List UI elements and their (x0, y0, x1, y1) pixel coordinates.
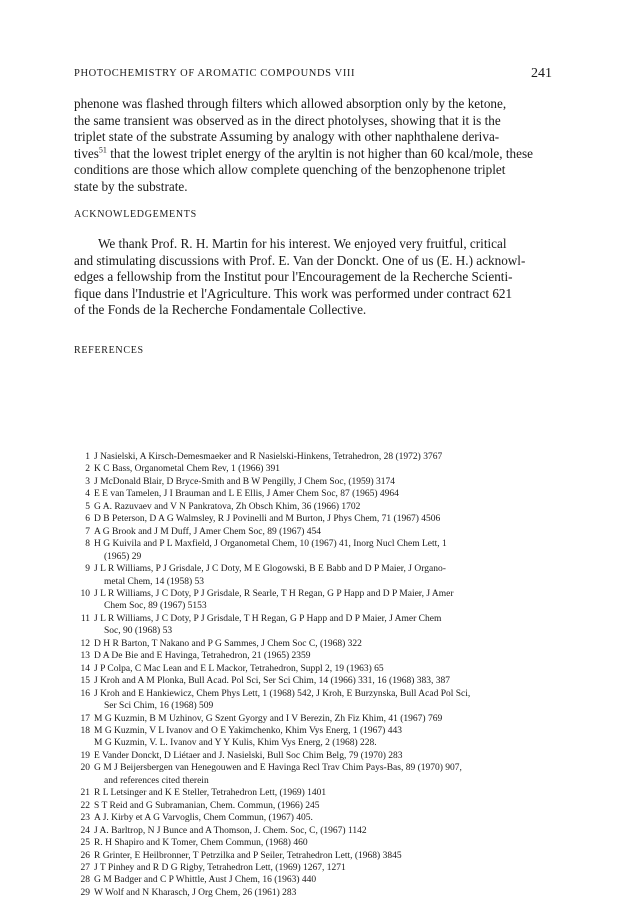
reference-text: E Vander Donckt, D Liétaer and J. Nasielski, Bull Soc Chim Belg, 79 (1970) 283 (94, 750, 403, 761)
reference-text: E E van Tamelen, J I Brauman and L E Ellis, J Amer Chem Soc, 87 (1965) 4964 (94, 489, 399, 500)
reference-item (74, 862, 558, 874)
reference-body (94, 488, 399, 500)
reference-text: M G Kuzmin, B M Uzhinov, G Szent Gyorgy and I V Berezin, Zh Fiz Khim, 41 (1967) 769 (94, 713, 443, 724)
reference-item (74, 563, 558, 588)
reference-text: R. H Shapiro and K Tomer, Chem Commun, (1968) 460 (94, 838, 308, 849)
reference-text: M G Kuzmin, V L Ivanov and O E Yakimchenko, Khim Vys Energ, 1 (1967) 443 (94, 725, 402, 736)
reference-item (74, 725, 558, 750)
reference-number: 12 (80, 638, 90, 649)
reference-text: S T Reid and G Subramanian, Chem. Commun, (1966) 245 (94, 800, 320, 811)
reference-body (94, 713, 442, 725)
reference-text: J L R Williams, P J Grisdale, J C Doty, M E Glogowski, B E Babb and D P Maier, J Organo- (94, 564, 446, 575)
text-line: fique dans l'Industrie et l'Agriculture. This work was performed under contract 621 (74, 285, 513, 301)
reference-body (94, 800, 320, 812)
reference-item (74, 488, 558, 500)
reference-continuation: (1965) 29 (104, 551, 142, 562)
text-fragment: that the lowest triplet energy of the aryltin is not higher than 60 kcal/mole, these (106, 145, 533, 161)
running-title: PHOTOCHEMISTRY OF AROMATIC COMPOUNDS VIII (74, 68, 356, 79)
reference-body (94, 638, 362, 650)
reference-number: 13 (80, 651, 90, 662)
reference-text: A G Brook and J M Duff, J Amer Chem Soc, 89 (1967) 454 (94, 526, 322, 537)
reference-number: 4 (85, 489, 90, 500)
reference-number: 27 (80, 862, 90, 873)
reference-text: J P Colpa, C Mac Lean and E L Mackor, Tetrahedron, Suppl 2, 19 (1963) 65 (94, 663, 384, 674)
reference-text: K C Bass, Organometal Chem Rev, 1 (1966) 391 (94, 464, 281, 475)
reference-body (94, 812, 313, 824)
reference-number: 11 (80, 613, 90, 624)
reference-text: J Kroh and E Hankiewicz, Chem Phys Lett, 1 (1968) 542, J Kroh, E Burzynska, Bull Acad Pol Sci, (94, 688, 471, 699)
text-line: phenone was flashed through filters which allowed absorption only by the ketone, (74, 96, 507, 111)
reference-body (94, 887, 296, 899)
reference-body (94, 725, 402, 750)
reference-body (94, 501, 360, 513)
reference-number: 15 (80, 676, 90, 687)
reference-number: 29 (80, 887, 90, 898)
reference-number: 8 (85, 539, 90, 550)
text-line (74, 146, 554, 163)
reference-item (74, 713, 558, 725)
reference-number: 14 (80, 663, 90, 674)
reference-item (74, 825, 558, 837)
reference-body (94, 650, 311, 662)
reference-body (94, 862, 346, 874)
reference-body (94, 675, 450, 687)
reference-text: J L R Williams, J C Doty, P J Grisdale, R Searle, T H Regan, G P Happ and D P Maier, J Amer (94, 588, 454, 599)
reference-text: W Wolf and N Kharasch, J Org Chem, 26 (1961) 283 (94, 887, 297, 898)
reference-text: J Kroh and A M Plonka, Bull Acad. Pol Sci, Ser Sci Chim, 14 (1966) 331, 16 (1968) 383, 387 (94, 676, 450, 687)
reference-text: G M J Beijersbergen van Henegouwen and E Havinga Recl Trav Chim Pays-Bas, 89 (1970) 907, (94, 763, 462, 774)
reference-number: 16 (80, 688, 90, 699)
reference-number: 23 (80, 813, 90, 824)
running-header (74, 68, 552, 79)
reference-superscript: 51 (98, 145, 107, 155)
reference-item (74, 526, 558, 538)
text-line: edges a fellowship from the Institut pour l'Encouragement de la Recherche Scienti- (74, 269, 513, 285)
reference-continuation: Soc, 90 (1968) 53 (104, 626, 173, 637)
reference-item (74, 787, 558, 799)
reference-text: J L R Williams, J C Doty, P J Grisdale, T H Regan, G P Happ and D P Maier, J Amer Chem (94, 613, 442, 624)
text-line: and stimulating discussions with Prof. E. Van der Donckt. One of us (E. H.) acknowl- (74, 252, 526, 268)
reference-item (74, 887, 558, 899)
reference-body (94, 538, 447, 563)
reference-item (74, 501, 558, 513)
reference-item (74, 513, 558, 525)
reference-continuation: Ser Sci Chim, 16 (1968) 509 (104, 701, 214, 712)
references-list (74, 451, 558, 899)
reference-text: R Grinter, E Heilbronner, T Petrzilka and P Seiler, Tetrahedron Lett, (1968) 3845 (94, 850, 402, 861)
reference-body (94, 663, 384, 675)
text-line: state by the substrate. (74, 178, 188, 194)
reference-body (94, 563, 446, 588)
reference-number: 26 (80, 850, 90, 861)
reference-text: D H R Barton, T Nakano and P G Sammes, J Chem Soc C, (1968) 322 (94, 638, 362, 649)
reference-item (74, 874, 558, 886)
reference-number: 18 (80, 725, 90, 736)
reference-number: 10 (80, 588, 90, 599)
reference-item (74, 613, 558, 638)
reference-continuation: Chem Soc, 89 (1967) 5153 (104, 601, 207, 612)
acknowledgements-heading: ACKNOWLEDGEMENTS (74, 209, 197, 220)
text-line: triplet state of the substrate Assuming by analogy with other naphthalene deriva- (74, 129, 500, 145)
reference-number: 5 (85, 501, 90, 512)
reference-continuation: and references cited therein (104, 775, 209, 786)
reference-number: 9 (85, 564, 90, 575)
reference-number: 1 (85, 452, 90, 462)
reference-item (74, 837, 558, 849)
reference-item (74, 538, 558, 563)
reference-text: D B Peterson, D A G Walmsley, R J Povinelli and M Burton, J Phys Chem, 71 (1967) 4506 (94, 514, 441, 525)
reference-number: 24 (80, 825, 90, 836)
reference-number: 21 (80, 788, 90, 799)
text-line: conditions are those which allow complete quenching of the benzophenone triplet (74, 162, 506, 178)
reference-body (94, 688, 470, 713)
text-line: We thank Prof. R. H. Martin for his interest. We enjoyed very fruitful, critical (98, 236, 507, 251)
reference-number: 2 (85, 464, 90, 475)
acknowledgements-paragraph (74, 236, 554, 319)
reference-number: 3 (85, 476, 90, 487)
reference-text: J A. Barltrop, N J Bunce and A Thomson, J. Chem. Soc, C, (1967) 1142 (94, 825, 367, 836)
reference-text: J McDonald Blair, D Bryce-Smith and B W Pengilly, J Chem Soc, (1959) 3174 (94, 476, 396, 487)
reference-number: 7 (85, 526, 90, 537)
reference-continuation: metal Chem, 14 (1958) 53 (104, 576, 204, 587)
reference-number: 6 (85, 514, 90, 525)
reference-item (74, 663, 558, 675)
reference-text: D A De Bie and E Havinga, Tetrahedron, 21 (1965) 2359 (94, 651, 311, 662)
reference-item (74, 800, 558, 812)
reference-body (94, 476, 395, 488)
reference-item (74, 638, 558, 650)
reference-number: 25 (80, 838, 90, 849)
reference-body (94, 850, 402, 862)
reference-item (74, 463, 558, 475)
reference-item (74, 476, 558, 488)
reference-item (74, 750, 558, 762)
intro-paragraph (74, 96, 554, 196)
reference-body (94, 613, 441, 638)
reference-item (74, 850, 558, 862)
reference-number: 19 (80, 750, 90, 761)
reference-text: J Nasielski, A Kirsch-Demesmaeker and R Nasielski-Hinkens, Tetrahedron, 28 (1972) 3767 (94, 452, 443, 462)
references-heading: REFERENCES (74, 345, 144, 356)
reference-body (94, 762, 462, 787)
reference-item (74, 762, 558, 787)
reference-body (94, 825, 367, 837)
reference-item (74, 812, 558, 824)
reference-text: G M Badger and C P Whittle, Aust J Chem, 16 (1963) 440 (94, 875, 317, 886)
reference-text: J T Pinhey and R D G Rigby, Tetrahedron Lett, (1969) 1267, 1271 (94, 862, 346, 873)
reference-body (94, 787, 326, 799)
reference-number: 17 (80, 713, 90, 724)
reference-item (74, 688, 558, 713)
reference-body (94, 874, 316, 886)
reference-body (94, 463, 280, 475)
reference-text: H G Kuivila and P L Maxfield, J Organometal Chem, 10 (1967) 41, Inorg Nucl Chem Lett, 1 (94, 539, 447, 550)
text-fragment: tives (74, 145, 99, 161)
reference-body (94, 513, 440, 525)
text-line: the same transient was observed as in the direct photolyses, showing that it is the (74, 112, 501, 128)
reference-body (94, 588, 454, 613)
text-line: of the Fonds de la Recherche Fondamentale Collective. (74, 302, 367, 318)
page-number: 241 (531, 66, 552, 81)
reference-item (74, 650, 558, 662)
reference-additional: M G Kuzmin, V. L. Ivanov and Y Y Kulis, Khim Vys Energ, 2 (1968) 228. (94, 738, 377, 749)
reference-text: A J. Kirby et A G Varvoglis, Chem Commun, (1967) 405. (94, 813, 313, 824)
reference-number: 22 (80, 800, 90, 811)
reference-text: R L Letsinger and K E Steller, Tetrahedron Lett, (1969) 1401 (94, 788, 327, 799)
reference-body (94, 837, 308, 849)
reference-number: 20 (80, 763, 90, 774)
reference-body (94, 750, 403, 762)
reference-item (74, 675, 558, 687)
reference-item (74, 588, 558, 613)
reference-item (74, 451, 558, 463)
reference-number: 28 (80, 875, 90, 886)
reference-text: G A. Razuvaev and V N Pankratova, Zh Obsch Khim, 36 (1966) 1702 (94, 501, 361, 512)
reference-body (94, 526, 321, 538)
reference-body (94, 451, 442, 463)
